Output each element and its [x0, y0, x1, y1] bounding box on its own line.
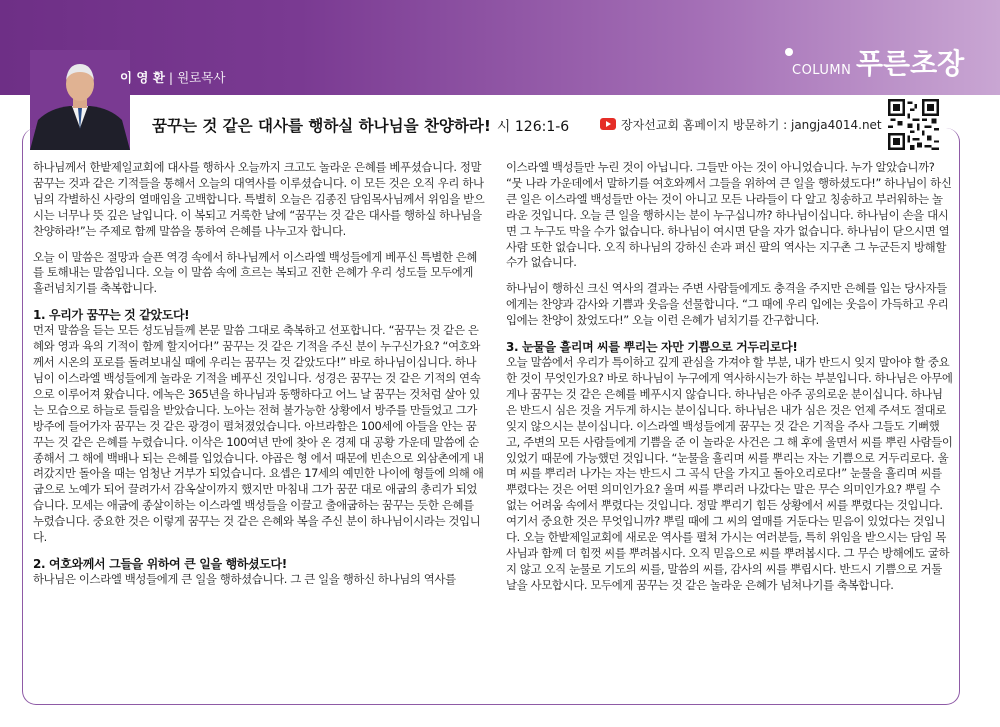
sermon-title-row	[152, 114, 569, 136]
homepage-link[interactable]: 장자선교회 홈페이지 방문하기 : jangja4014.net	[621, 118, 882, 132]
sermon-title: 꿈꾸는 것 같은 대사를 행하실 하나님을 찬양하라!	[152, 117, 491, 135]
section-heading-1: 1. 우리가 꿈꾸는 것 같았도다!	[33, 308, 190, 323]
qr-code-icon	[888, 99, 939, 150]
section-body-3: 오늘 말씀에서 우리가 특이하고 깊게 관심을 가져야 할 부분, 내가 반드시 잊지 말아야 할 중요한 것이 무엇인가요? 바로 하나님이 누구에게 역사하시는가 하는 부분입니다. 하나님은 아무에게나 꿈꾸는 것 같은 은혜를 베푸시지 않습니다. 하나님은 아주 공의로운 분이십니다. 하나님은 반드시 심은 것을 거두게 하시는 분이십니다. 하나님은 내가 심은 것은 언제 주셔도 절대로 잊지 않으시는 분이십니다. 이스라엘 백성들에게 꿈꾸는 것 같은 기적을 주사 그들도 기뻐했고, 주변의 모든 사람들에게 기쁨을 준 이 놀라운 사건은 그 해 후에 울면서 씨를 뿌린 사람들이 있었기 때문에 가능했던 것입니다. “눈물을 흘리며 씨를 뿌리는 자는 기쁨으로 거두리로다. 울며 씨를 뿌리러 나가는 자는 반드시 그 곡식 단을 가지고 돌아오리로다!” 눈물을 흘리며 씨를 뿌렸다는 것은 어떤 의미인가요? 울며 씨를 뿌리러 나갔다는 말은 무슨 의미인가요? 뿌릴 수 없는 어려움 속에서 뿌렸다는 것입니다. 정말 뿌리기 힘든 상황에서 씨를 뿌렸다는 것입니다. 여기서 중요한 것은 무엇입니까? 뿌릴 때에 그 씨의 열매를 거둔다는 믿음이 있었다는 것입니다. 오늘 한밭제일교회에 새로운 역사를 펼쳐 가시는 여러분들, 특히 위임을 받으시는 담임 목사님과 함께 더 힘껏 씨를 뿌려봅시다. 오직 믿음으로 씨를 뿌려봅시다. 그 무슨 방해에도 굴하지 않고 오직 눈물로 기도의 씨를, 말씀의 씨를, 감사의 씨를 뿌립시다. 반드시 기쁨으로 거둘 날을 사모합시다. 모두에게 꿈꾸는 것 같은 놀라운 은혜가 넘쳐나기를 축복합니다.	[506, 355, 953, 592]
sermon-reference: 시 126:1-6	[496, 119, 570, 135]
section-body-2-start: 하나님은 이스라엘 백성들에게 큰 일을 행하셨습니다. 그 큰 일을 행하신 하나님의 역사를	[33, 571, 456, 586]
author-role: 원로목사	[177, 70, 226, 85]
right-paragraph-2: 하나님이 행하신 크신 역사의 결과는 주변 사람들에게도 충격을 주지만 은혜를 입는 당사자들에게는 찬양과 감사와 기쁨과 웃음을 선물합니다. “그 때에 우리 입에는 웃음이 가득하고 우리 입에는 찬양이 찼었도다!” 오늘 이런 은혜가 넘치기를 간구합니다.	[506, 281, 949, 328]
column-name: 푸른초장	[856, 47, 965, 80]
banner-dot-icon	[785, 48, 793, 56]
left-paragraph-1: 하나님께서 한밭제일교회에 대사를 행하사 오늘까지 크고도 놀라운 은혜를 베푸셨습니다. 정말 꿈꾸는 것과 같은 기적들을 통해서 오늘의 대역사를 이루셨습니다. 이 모든 것은 오직 우리 하나님의 각별하신 사랑의 열매임을 고백합니다. 특별히 오늘은 김종진 담임목사님께서 위임을 받으시는 너무나 뜻 깊은 날입니다. 이 복되고 거룩한 날에 “꿈꾸는 것 같은 대사를 행하실 하나님을 찬양하라!”는 주제로 함께 말씀을 통하여 은혜를 나누고자 합니다.	[33, 160, 485, 238]
left-column	[33, 160, 485, 588]
section-heading-3: 3. 눈물을 흘리며 씨를 뿌리는 자만 기쁨으로 거두리로다!	[506, 340, 798, 355]
section-heading-2: 2. 여호와께서 그들을 위하여 큰 일을 행하셨도다!	[33, 556, 287, 571]
section-body-1: 먼저 말씀을 듣는 모든 성도님들께 본문 말씀 그대로 축복하고 선포합니다. “꿈꾸는 것 같은 은혜와 영과 육의 기적이 함께 할지어다!” 꿈꾸는 것 같은 기적을 주신 분이 누구신가요? “여호와께서 시온의 포로를 돌려보내실 때에 우리는 꿈꾸는 것 같았도다!” 바로 하나님이십니다. 하나님이 이스라엘 백성들에게 놀라운 기적을 베푸신 것입니다. 성경은 꿈꾸는 것 같은 기적의 연속으로 이루어져 왔습니다. 에녹은 365년을 하나님과 동행하다고 어느 날 꿈꾸는 것처럼 살아 있는 모습으로 하늘로 들림을 받았습니다. 노아는 전혀 불가능한 상황에서 방주를 만들었고 그가 방주에 들어가자 꿈꾸는 것 같은 광경이 펼쳐졌었습니다. 아브라함은 100세에 아들을 안는 꿈꾸는 것 같은 은혜를 누렸습니다. 이삭은 100여년 만에 찾아 온 경제 대 공황 가운데 말씀에 순종해서 그 해에 백배나 되는 은혜를 입었습니다. 야곱은 형 에서 때문에 빈손으로 외삼촌에게 내려갔지만 돌아올 때는 엄청난 거부가 되었습니다. 요셉은 17세의 예민한 나이에 형들에 의해 애굽으로 노예가 되어 끌려가서 감옥살이까지 했지만 마침내 그가 꿈꾼 대로 애굽의 총리가 되었습니다. 모세는 애굽에 종살이하는 이스라엘 백성들을 이끌고 출애굽하는 꿈꾸는 듯한 은혜를 누렸습니다. 중요한 것은 이렇게 꿈꾸는 것 같은 은혜와 복을 주신 분이 하나님이시라는 것입니다.	[33, 323, 484, 545]
author-name: 이 영 환	[120, 70, 165, 85]
youtube-icon[interactable]	[600, 118, 616, 130]
author-separator: |	[164, 70, 178, 85]
right-column	[506, 160, 953, 594]
column-label: COLUMN	[792, 63, 852, 78]
right-paragraph-1: 이스라엘 백성들만 누린 것이 아닙니다. 그들만 아는 것이 아니었습니다. 누가 알았습니까? “뭇 나라 가운데에서 말하기를 여호와께서 그들을 위하여 큰 일을 행하셨도다!” 하나님이 하신 큰 일은 이스라엘 백성들만 아는 것이 아니고 모든 나라들이 다 알고 칭송하고 부러워하는 놀라운 것입니다. 오늘 큰 일을 행하시는 분이 누구십니까? 하나님이십니다. 하나님이 손을 대시면 그 누구도 막을 수가 없습니다. 하나님이 여시면 닫을 자가 없습니다. 하나님이 닫으시면 열 사람 또한 없습니다. 오직 하나님의 강하신 손과 펴신 팔의 역사는 지구촌 그 누군든지 방해할 수가 없습니다.	[506, 160, 952, 270]
author-line	[120, 68, 225, 86]
left-paragraph-2: 오늘 이 말씀은 절망과 슬픈 역경 속에서 하나님께서 이스라엘 백성들에게 베푸신 특별한 은혜를 토해내는 말씀입니다. 오늘 이 말씀 속에 흐르는 복되고 진한 은혜가 우리 성도들 모두에게 흘러넘치기를 축복합니다.	[33, 249, 478, 296]
